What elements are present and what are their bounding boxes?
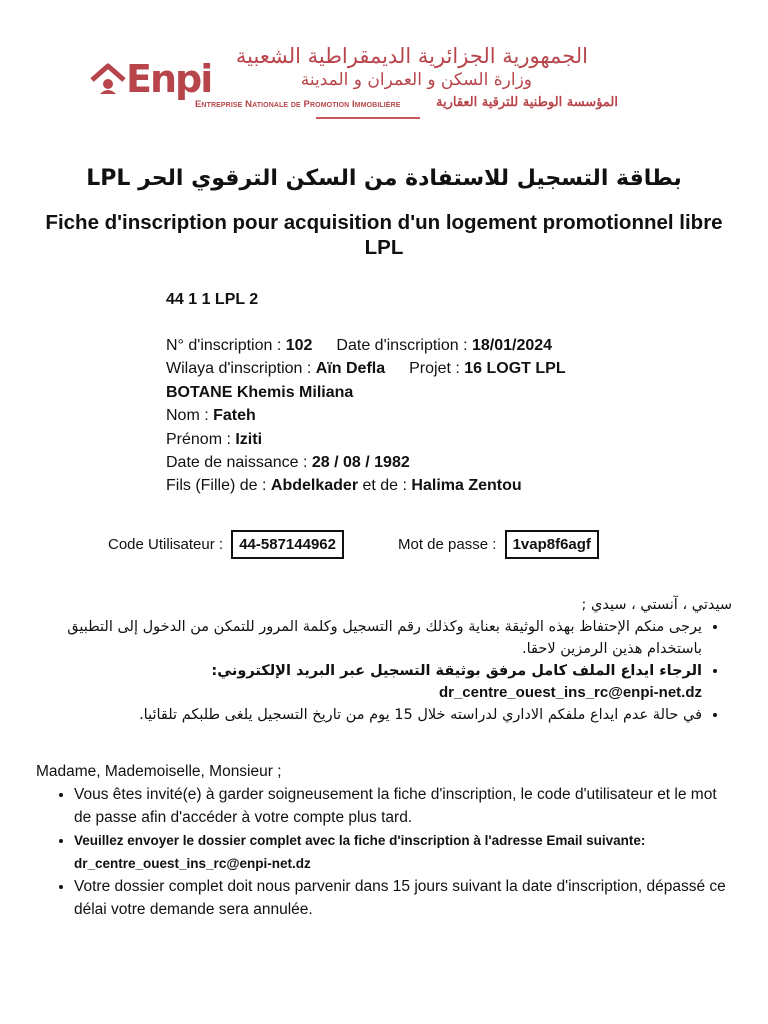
fils-label: Fils (Fille) de : [166,477,271,495]
projet-value: 16 LOGT LPL [464,360,566,378]
password-row [398,530,599,559]
naissance-value: 28 / 08 / 1982 [311,454,410,472]
title-french: Fiche d'inscription pour acquisition d'un logement promotionnel libre LPL [45,211,723,259]
info-row-wilaya [166,357,646,380]
french-item-2-email: dr_centre_ouest_ins_rc@enpi-net.dz [74,856,311,871]
arabic-item-2-email: dr_centre_ouest_ins_rc@enpi-net.dz [438,684,702,701]
info-row-nom [166,404,646,427]
french-item-2 [74,829,730,875]
info-row-naissance [166,451,646,474]
header-ministry-ar: وزارة السكن و العمران و المدينة [300,70,532,90]
header-divider [316,117,420,119]
house-logo-icon [88,60,128,100]
user-code-box: 44-587144962 [231,530,344,559]
user-code-row [108,530,344,559]
prenom-value: Iziti [235,430,263,448]
mother-name: Halima Zentou [411,477,522,495]
french-item-1: • Vous êtes invité(e) à garder soigneusement la fiche d'inscription, le code d'utilisateur et le mot de passe afin d'accéder à votre compte plus tard. [74,783,730,829]
header-company-fr: Entreprise Nationale de Promotion Immobilière [195,99,401,110]
password-label: Mot de passe : [398,536,501,553]
registration-info [166,334,646,498]
arabic-item-1: • يرجى منكم الإحتفاظ بهذه الوثيقة بعناية وكذلك رقم التسجيل وكلمة المرور للتمكن من الدخول إلى التطبيق باستخدام هذين الرمزين لاحقا. [36,616,702,660]
nom-value: Fateh [213,407,256,425]
naissance-label: Date de naissance : [166,454,312,472]
header-company-ar: المؤسسة الوطنية للترقية العقارية [436,95,619,110]
document-header [0,0,768,140]
info-row-parents [166,474,646,497]
arabic-item-2 [36,660,702,704]
arabic-greeting: سيدتي ، آنستي ، سيدي ; [581,597,732,613]
reference-code: 44 1 1 LPL 2 [166,291,259,308]
arabic-notice [36,594,732,726]
header-republic-ar: الجمهورية الجزائرية الديمقراطية الشعبية [235,44,588,68]
password-box: 1vap8f6agf [505,530,599,559]
registration-date-label: Date d'inscription : [336,337,472,354]
et-de-label: et de : [358,477,412,495]
french-notice [36,760,730,921]
prenom-label: Prénom : [166,430,236,448]
french-greeting: Madame, Mademoiselle, Monsieur ; [36,763,282,780]
info-row-registration [166,334,646,357]
french-item-2-text: Veuillez envoyer le dossier complet avec la fiche d'inscription à l'adresse Email suivante: [74,833,646,848]
projet-label: Projet : [409,360,465,378]
user-code-label: Code Utilisateur : [108,536,228,553]
registration-number-label: N° d'inscription : [166,337,286,354]
arabic-item-2-text: الرجاء ايداع الملف كامل مرفق بوثيقة التسجيل عبر البريد الإلكتروني: [211,663,702,679]
info-row-projet-cont [166,381,646,404]
logo-text: Enpi [126,57,212,101]
info-row-prenom [166,428,646,451]
french-item-3: • Votre dossier complet doit nous parvenir dans 15 jours suivant la date d'inscription, dépassé ce délai votre demande sera annulée. [74,875,730,921]
father-name: Abdelkader [270,477,359,495]
registration-date: 18/01/2024 [471,337,553,354]
wilaya-label: Wilaya d'inscription : [166,360,316,378]
title-arabic: بطاقة التسجيل للاستفادة من السكن الترقوي الحر LPL [86,166,682,191]
wilaya-value: Aïn Defla [315,360,386,378]
enpi-logo [88,54,212,104]
nom-label: Nom : [166,407,214,425]
projet-value-continued: BOTANE Khemis Miliana [166,383,354,401]
arabic-item-3: • في حالة عدم ايداع ملفكم الاداري لدراسته خلال 15 يوم من تاريخ التسجيل يلغى طلبكم تلقائيا. [36,704,702,726]
registration-number: 102 [285,337,313,354]
